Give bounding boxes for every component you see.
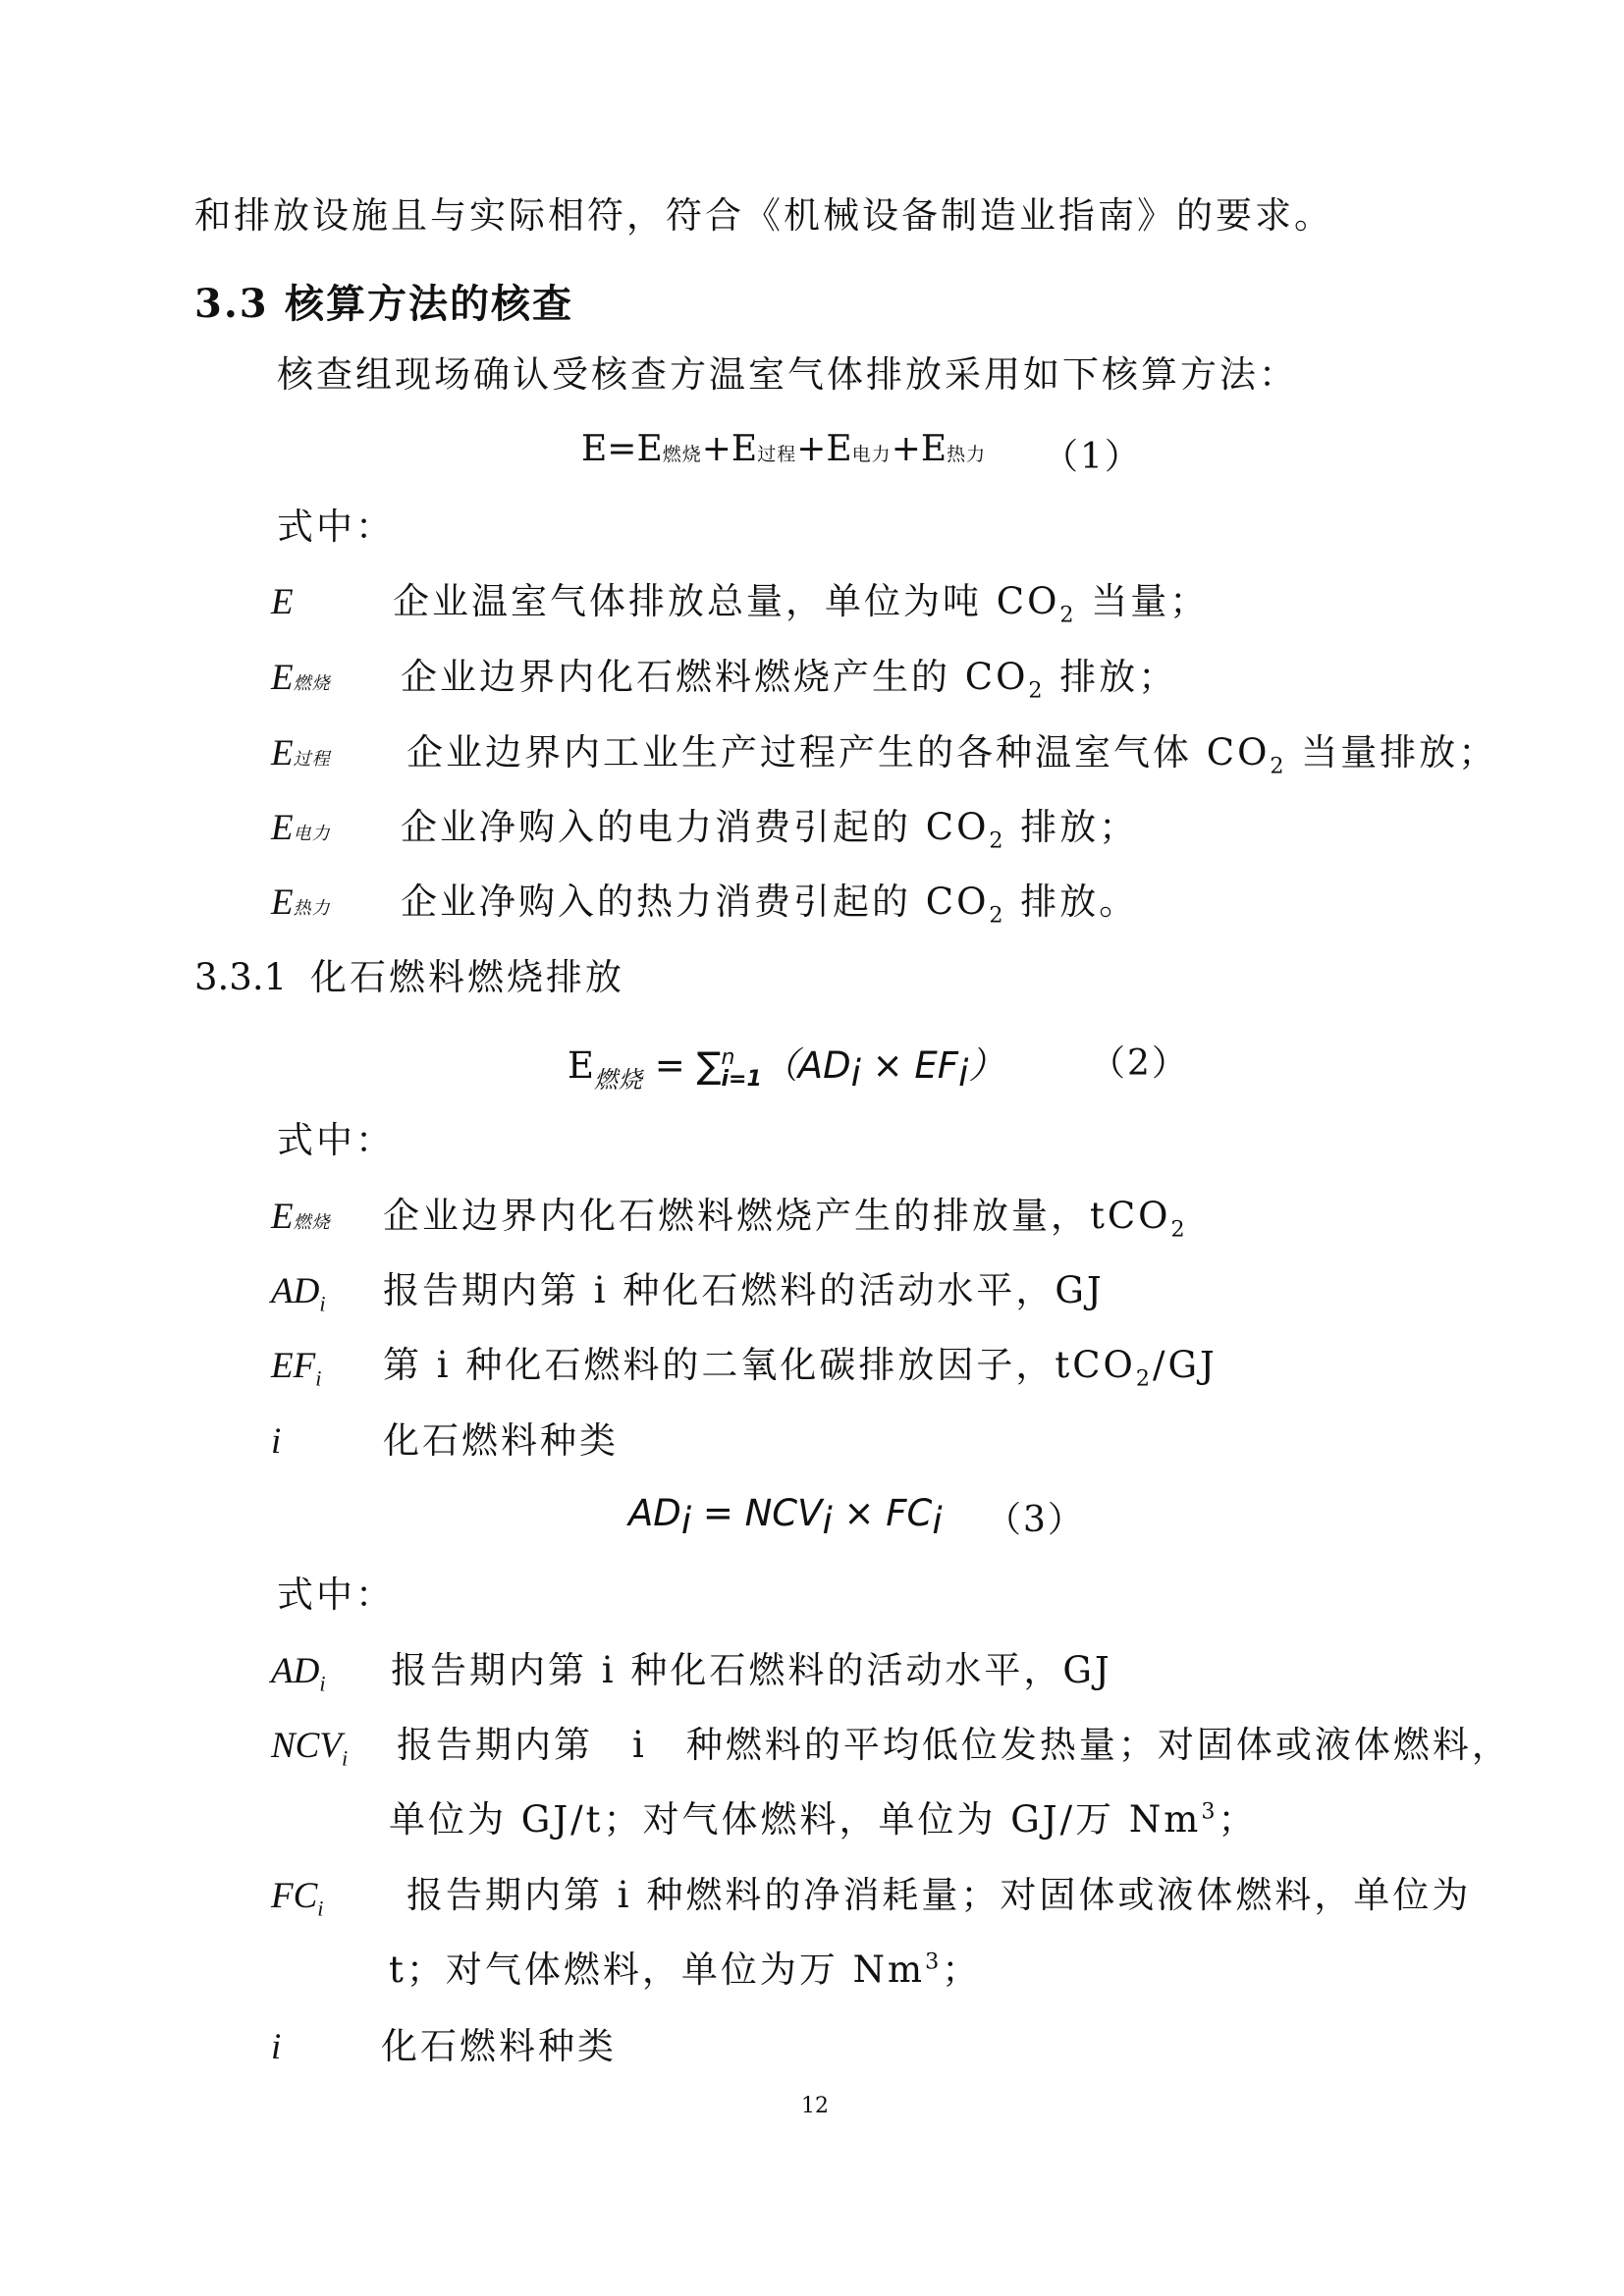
where-label-2: 式中： [277,1119,395,1161]
def1-row-0: E 企业温室气体排放总量，单位为吨 $CO_2$ 当量； [271,580,1210,628]
where-label-1: 式中： [277,506,395,548]
subsection-heading [194,956,624,999]
section-heading [194,273,573,329]
formula2-tag: （2） [1090,1043,1189,1084]
formula1-plus-2: + [796,429,827,469]
def3-symbol-ncv: $NCV_i$ [271,1726,349,1771]
intro-line: 和排放设施且与实际相符，符合《机械设备制造业指南》的要求。 [194,194,1333,237]
def2-symbol-1: $AD_i$ [271,1271,326,1316]
def1-row-2: E过程 企业边界内工业生产过程产生的各种温室气体 $CO_2$ 当量排放； [271,731,1498,779]
formula-1 [581,429,986,469]
formula1-sub-combustion: 燃烧 [662,444,702,465]
formula1-eq: = [607,429,637,469]
def2-row-0: E燃烧 企业边界内化石燃料燃烧产生的排放量，tCO$_2$ [271,1195,1188,1243]
def3-row-ad: $AD_i$ 报告期内第 i 种化石燃料的活动水平，GJ [271,1649,1112,1696]
def3-symbol-fc: $FC_i$ [271,1876,324,1921]
formula2-body: （AD [761,1044,851,1087]
def2-symbol-2: $EF_i$ [271,1346,322,1391]
def1-symbol-4: E热力 [271,882,331,923]
formula1-E-process: E [731,429,758,469]
def3-row-fc: $FC_i$ 报告期内第 i 种燃料的净消耗量；对固体或液体燃料，单位为 [271,1874,1472,1921]
def3-row-ncv: $NCV_i$ 报告期内第 i 种燃料的平均低位发热量；对固体或液体燃料， [271,1724,1511,1771]
def1-symbol-0: E [271,582,294,622]
formula1-tag: （1） [1043,437,1142,477]
formula-3: $AD_i = NCV_i \times FC_i$ [628,1492,943,1543]
formula1-E-heat: E [920,429,947,469]
def1-row-1: E燃烧 企业边界内化石燃料燃烧产生的 $CO_2$ 排放； [271,656,1178,704]
formula2-sum-icon: ∑ [696,1044,722,1087]
def3-row-fc-cont: t；对气体燃料，单位为万 Nm$^3$； [389,1949,982,1991]
subsection-number: 3.3.1 [194,956,288,998]
def2-symbol-3: i [271,1421,282,1462]
def1-row-4: E热力 企业净购入的热力消费引起的 $CO_2$ 排放。 [271,881,1139,929]
def2-symbol-0: E燃烧 [271,1197,331,1237]
formula3-tag: （3） [986,1500,1085,1540]
formula1-plus-1: + [701,429,731,469]
formula1-sub-heat: 热力 [947,444,987,465]
formula1-plus-3: + [891,429,921,469]
where-label-3: 式中： [277,1574,395,1616]
formula1-E: E [581,429,608,469]
section-title: 核算方法的核查 [285,281,573,327]
def1-symbol-3: E电力 [271,808,331,848]
formula2-limits: n i=1 [721,1045,762,1092]
def2-row-3: i 化石燃料种类 [271,1419,619,1464]
formula1-E-power: E [826,429,852,469]
def3-symbol-ad: $AD_i$ [271,1651,326,1696]
formula2-eq: = [643,1044,697,1087]
subsection-title: 化石燃料燃烧排放 [310,956,624,998]
formula1-E-combustion: E [636,429,663,469]
formula2-sub: 燃烧 [594,1066,644,1094]
def1-row-3: E电力 企业净购入的电力消费引起的 $CO_2$ 排放； [271,806,1139,854]
def1-symbol-1: E燃烧 [271,658,331,698]
formula-2: $E_{燃烧}$ = ∑ n i=1 $(AD_i \times EF_i)$ [568,1044,1005,1095]
section-number: 3.3 [194,281,269,327]
formula1-sub-power: 电力 [851,444,892,465]
page-number: 12 [801,2094,829,2118]
def3-row-i: i 化石燃料种类 [271,2025,617,2069]
method-intro: 核查组现场确认受核查方温室气体排放采用如下核算方法： [277,353,1298,396]
def2-row-2: $EF_i$ 第 i 种化石燃料的二氧化碳排放因子，tCO$_2$/GJ [271,1344,1218,1392]
def2-row-1: $AD_i$ 报告期内第 i 种化石燃料的活动水平，GJ [271,1269,1105,1316]
formula1-sub-process: 过程 [757,444,797,465]
def3-symbol-i: i [271,2027,282,2067]
def1-symbol-2: E过程 [271,733,331,774]
formula2-E: E [568,1044,595,1087]
def3-row-ncv-cont: 单位为 GJ/t；对气体燃料，单位为 GJ/万 Nm$^3$； [389,1798,1258,1841]
